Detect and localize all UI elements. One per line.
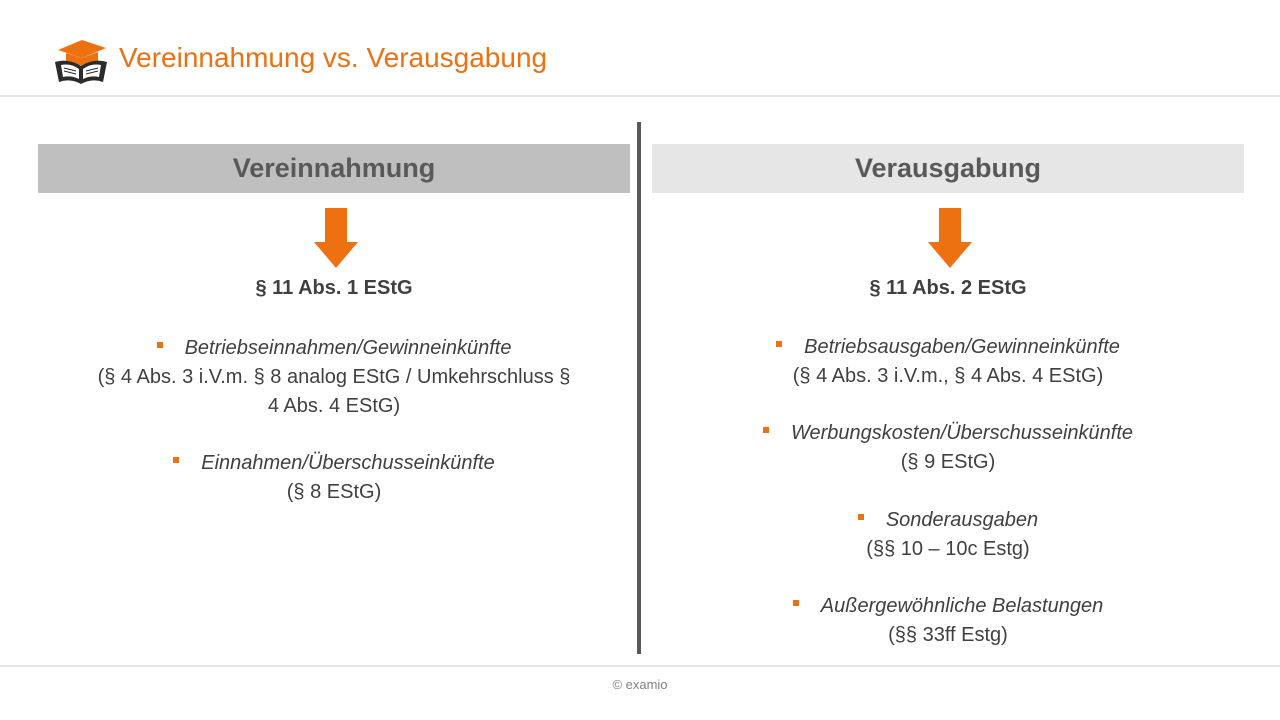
- arrow-down-icon: [314, 208, 358, 268]
- item-reference-continued: 4 Abs. 4 EStG): [267, 395, 401, 417]
- item-reference: (§§ 10 – 10c Estg): [866, 538, 1030, 560]
- graduation-cap-book-logo-icon: [52, 36, 110, 86]
- bullet-icon: [793, 600, 799, 606]
- item-label: Betriebseinnahmen/Gewinneinkünfte: [184, 337, 512, 359]
- item-reference: (§ 4 Abs. 3 i.V.m., § 4 Abs. 4 EStG): [792, 365, 1104, 387]
- list-item-betriebsausgaben: [652, 333, 1244, 391]
- page-title: Vereinnahmung vs. Verausgabung: [119, 42, 548, 73]
- copyright-footer: © examio: [612, 677, 668, 692]
- item-label: Einnahmen/Überschusseinkünfte: [201, 452, 495, 474]
- item-label: Sonderausgaben: [885, 509, 1039, 531]
- item-reference: (§ 8 EStG): [286, 481, 382, 503]
- header: [0, 0, 1280, 96]
- item-label: Werbungskosten/Überschusseinkünfte: [790, 422, 1134, 444]
- item-label: Außergewöhnliche Belastungen: [820, 595, 1104, 617]
- column-heading-verausgabung: Verausgabung: [652, 144, 1244, 193]
- column-vereinnahmung: [38, 144, 630, 503]
- item-reference: (§ 4 Abs. 3 i.V.m. § 8 analog EStG / Umkehrschluss §: [97, 366, 571, 388]
- bullet-icon: [776, 341, 782, 347]
- bullet-icon: [173, 457, 179, 463]
- item-reference: (§§ 33ff Estg): [888, 624, 1008, 646]
- item-reference: (§ 9 EStG): [900, 451, 996, 473]
- law-reference: § 11 Abs. 2 EStG: [869, 277, 1027, 299]
- list-item-werbungskosten: [652, 419, 1244, 477]
- list-item-aussergewoehnliche-belastungen: [652, 592, 1244, 650]
- bullet-icon: [157, 342, 163, 348]
- list-item-einnahmen: [38, 449, 630, 507]
- column-heading-vereinnahmung: Vereinnahmung: [38, 144, 630, 193]
- list-item-betriebseinnahmen: [38, 334, 630, 421]
- bullet-icon: [858, 514, 864, 520]
- column-verausgabung: [652, 144, 1244, 646]
- law-reference: § 11 Abs. 1 EStG: [255, 277, 413, 299]
- bullet-icon: [763, 427, 769, 433]
- list-item-sonderausgaben: [652, 506, 1244, 564]
- footer-separator: [0, 665, 1280, 667]
- header-separator: [0, 95, 1280, 97]
- item-label: Betriebsausgaben/Gewinneinkünfte: [804, 336, 1120, 358]
- arrow-down-icon: [928, 208, 972, 268]
- column-divider: [637, 122, 641, 654]
